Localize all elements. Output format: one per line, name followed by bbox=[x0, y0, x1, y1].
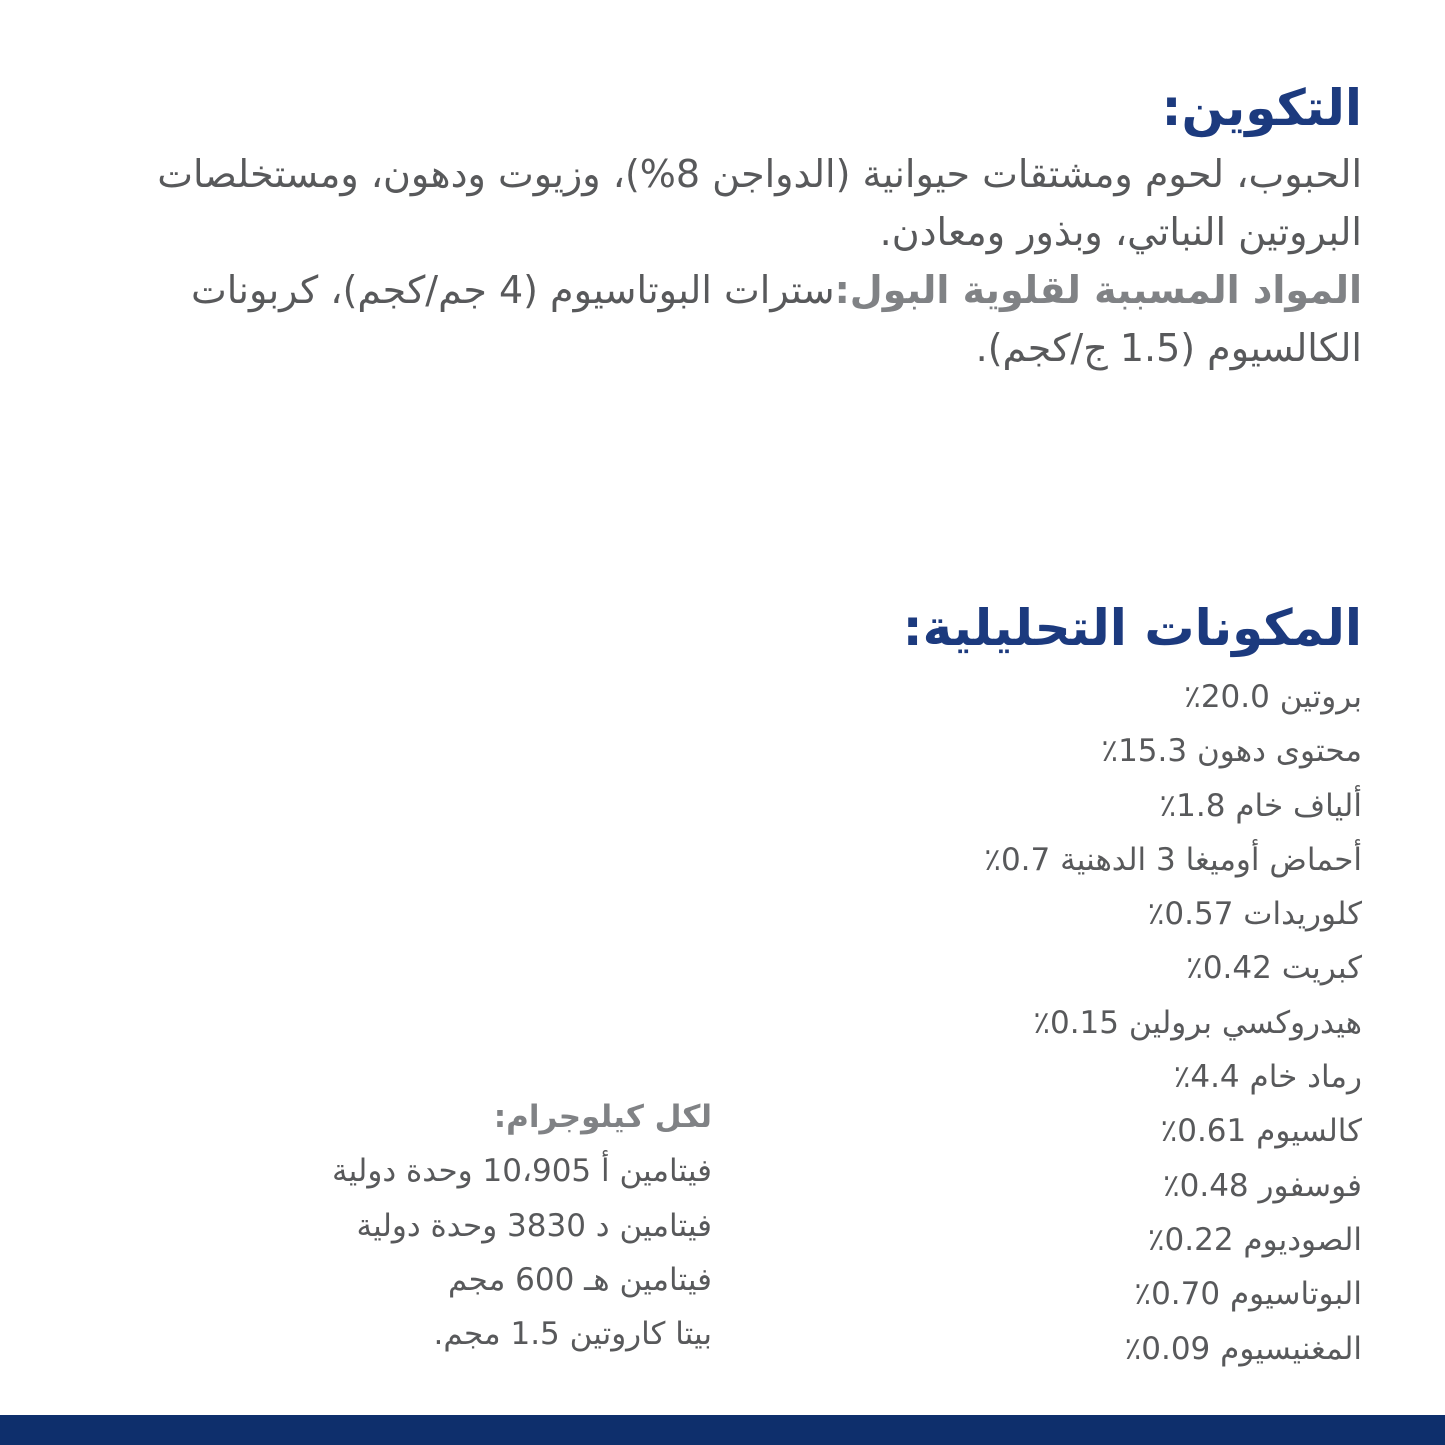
analytic-item-protein: بروتين 20.0٪ bbox=[1184, 679, 1362, 715]
urine-alkalisers-label: المواد المسببة لقلوية البول: bbox=[834, 268, 1362, 312]
composition-heading: التكوين: bbox=[1161, 79, 1362, 137]
ingredients-text: الحبوب، لحوم ومشتقات حيوانية (الدواجن 8%)، وزيوت ودهون، ومستخلصات البروتين النباتي، وبذور ومعادن. bbox=[157, 152, 1362, 254]
analytic-item-calcium: كالسيوم 0.61٪ bbox=[1160, 1113, 1362, 1150]
urine-alkalisers-text: سترات البوتاسيوم (4 جم/كجم)، كربونات الكالسيوم (1.5 ج/كجم). bbox=[191, 268, 1362, 370]
analytical-constituents-list bbox=[984, 670, 1362, 1376]
analytical-constituents-heading: المكونات التحليلية: bbox=[902, 599, 1362, 657]
per-kg-item-vitamin-a: فيتامين أ 10،905 وحدة دولية bbox=[331, 1153, 712, 1190]
analytic-item-chlorides: كلوريدات 0.57٪ bbox=[1147, 896, 1362, 933]
analytic-item-crude-fibre: ألياف خام 1.8٪ bbox=[1159, 787, 1362, 824]
analytic-item-fat-content: محتوى دهون 15.3٪ bbox=[1101, 733, 1362, 770]
per-kg-item-vitamin-e: فيتامين هـ 600 مجم bbox=[448, 1261, 712, 1298]
per-kg-block bbox=[332, 1090, 712, 1361]
analytic-item-sulphur: كبريت 0.42٪ bbox=[1186, 950, 1362, 987]
composition-text bbox=[72, 145, 1362, 377]
analytic-item-potassium: البوتاسيوم 0.70٪ bbox=[1134, 1276, 1362, 1313]
analytic-item-omega-3: أحماض أوميغا 3 الدهنية 0.7٪ bbox=[984, 841, 1362, 878]
per-kg-item-vitamin-d: فيتامين د 3830 وحدة دولية bbox=[356, 1207, 712, 1244]
per-kg-list bbox=[332, 1144, 712, 1361]
analytic-item-magnesium: المغنيسيوم 0.09٪ bbox=[1124, 1330, 1362, 1367]
analytic-item-crude-ash: رماد خام 4.4٪ bbox=[1173, 1059, 1362, 1096]
per-kg-item-beta-carotene: بيتا كاروتين 1.5 مجم. bbox=[433, 1316, 712, 1353]
footer-bar bbox=[0, 1415, 1445, 1445]
analytic-item-sodium: الصوديوم 0.22٪ bbox=[1147, 1221, 1362, 1258]
per-kg-title: لكل كيلوجرام: bbox=[493, 1099, 712, 1135]
analytic-item-hydroxyproline: هيدروكسي برولين 0.15٪ bbox=[1033, 1004, 1362, 1041]
analytic-item-phosphorus: فوسفور 0.48٪ bbox=[1162, 1167, 1362, 1204]
